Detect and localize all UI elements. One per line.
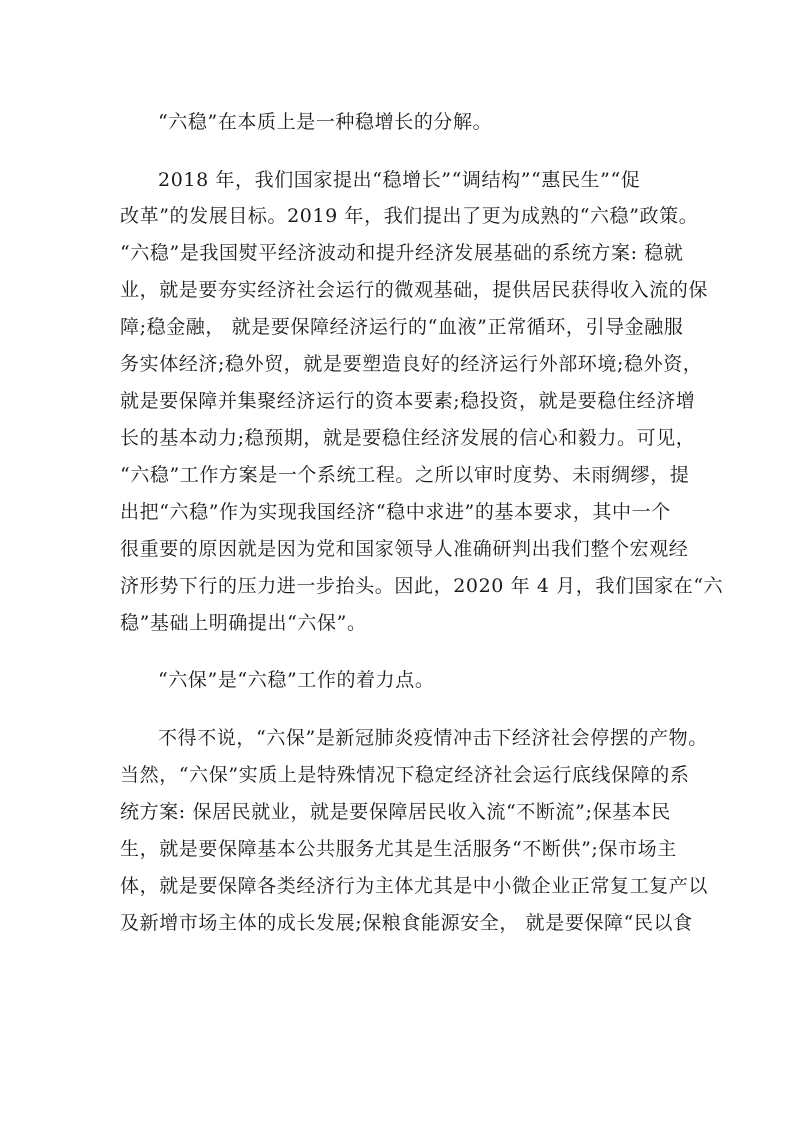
paragraph-2-line-9: “六稳”工作方案是一个系统工程。之所以审时度势、未雨绸缪，提: [120, 464, 690, 486]
paragraph-2-line-5: 障;稳金融， 就是要保障经济运行的“血液”正常循环，引导金融服: [120, 316, 684, 338]
paragraph-1-line-1: “六稳”在本质上是一种稳增长的分解。: [158, 111, 493, 133]
paragraph-2-line-13: 稳”基础上明确提出“六保”。: [120, 612, 367, 634]
paragraph-2-line-8: 长的基本动力;稳预期，就是要稳住经济发展的信心和毅力。可见，: [120, 427, 696, 449]
paragraph-2-line-3: “六稳”是我国熨平经济波动和提升经济发展基础的系统方案: 稳就: [120, 242, 684, 264]
paragraph-2-line-7: 就是要保障并集聚经济运行的资本要素;稳投资，就是要稳住经济增: [120, 390, 696, 412]
paragraph-4-line-2: 当然，“六保”实质上是特殊情况下稳定经济社会运行底线保障的系: [120, 764, 690, 786]
paragraph-2-line-10: 出把“六稳”作为实现我国经济“稳中求进”的基本要求，其中一个: [120, 501, 671, 523]
paragraph-4-line-4: 生，就是要保障基本公共服务尤其是生活服务“不断供”;保市场主: [120, 838, 677, 860]
paragraph-2-line-1: 2018 年，我们国家提出“稳增长”“调结构”“惠民生”“促: [158, 169, 641, 191]
paragraph-4-line-5: 体，就是要保障各类经济行为主体尤其是中小微企业正常复工复产以: [120, 875, 709, 897]
paragraph-4-line-1: 不得不说，“六保”是新冠肺炎疫情冲击下经济社会停摆的产物。: [158, 727, 708, 749]
paragraph-2-line-2: 改革”的发展目标。2019 年，我们提出了更为成熟的“六稳”政策。: [120, 205, 699, 227]
paragraph-2-line-12: 济形势下行的压力进一步抬头。因此，2020 年 4 月，我们国家在“六: [120, 575, 724, 597]
paragraph-2-line-11: 很重要的原因就是因为党和国家领导人准确研判出我们整个宏观经: [120, 538, 689, 560]
paragraph-3-line-1: “六保”是“六稳”工作的着力点。: [158, 669, 435, 691]
paragraph-2-line-4: 业，就是要夯实经济社会运行的微观基础，提供居民获得收入流的保: [120, 279, 709, 301]
paragraph-2-line-6: 务实体经济;稳外贸，就是要塑造良好的经济运行外部环境;稳外资，: [120, 353, 703, 375]
paragraph-4-line-3: 统方案: 保居民就业，就是要保障居民收入流“不断流”;保基本民: [120, 801, 671, 823]
paragraph-4-line-6: 及新增市场主体的成长发展;保粮食能源安全， 就是要保障“民以食: [120, 912, 693, 934]
